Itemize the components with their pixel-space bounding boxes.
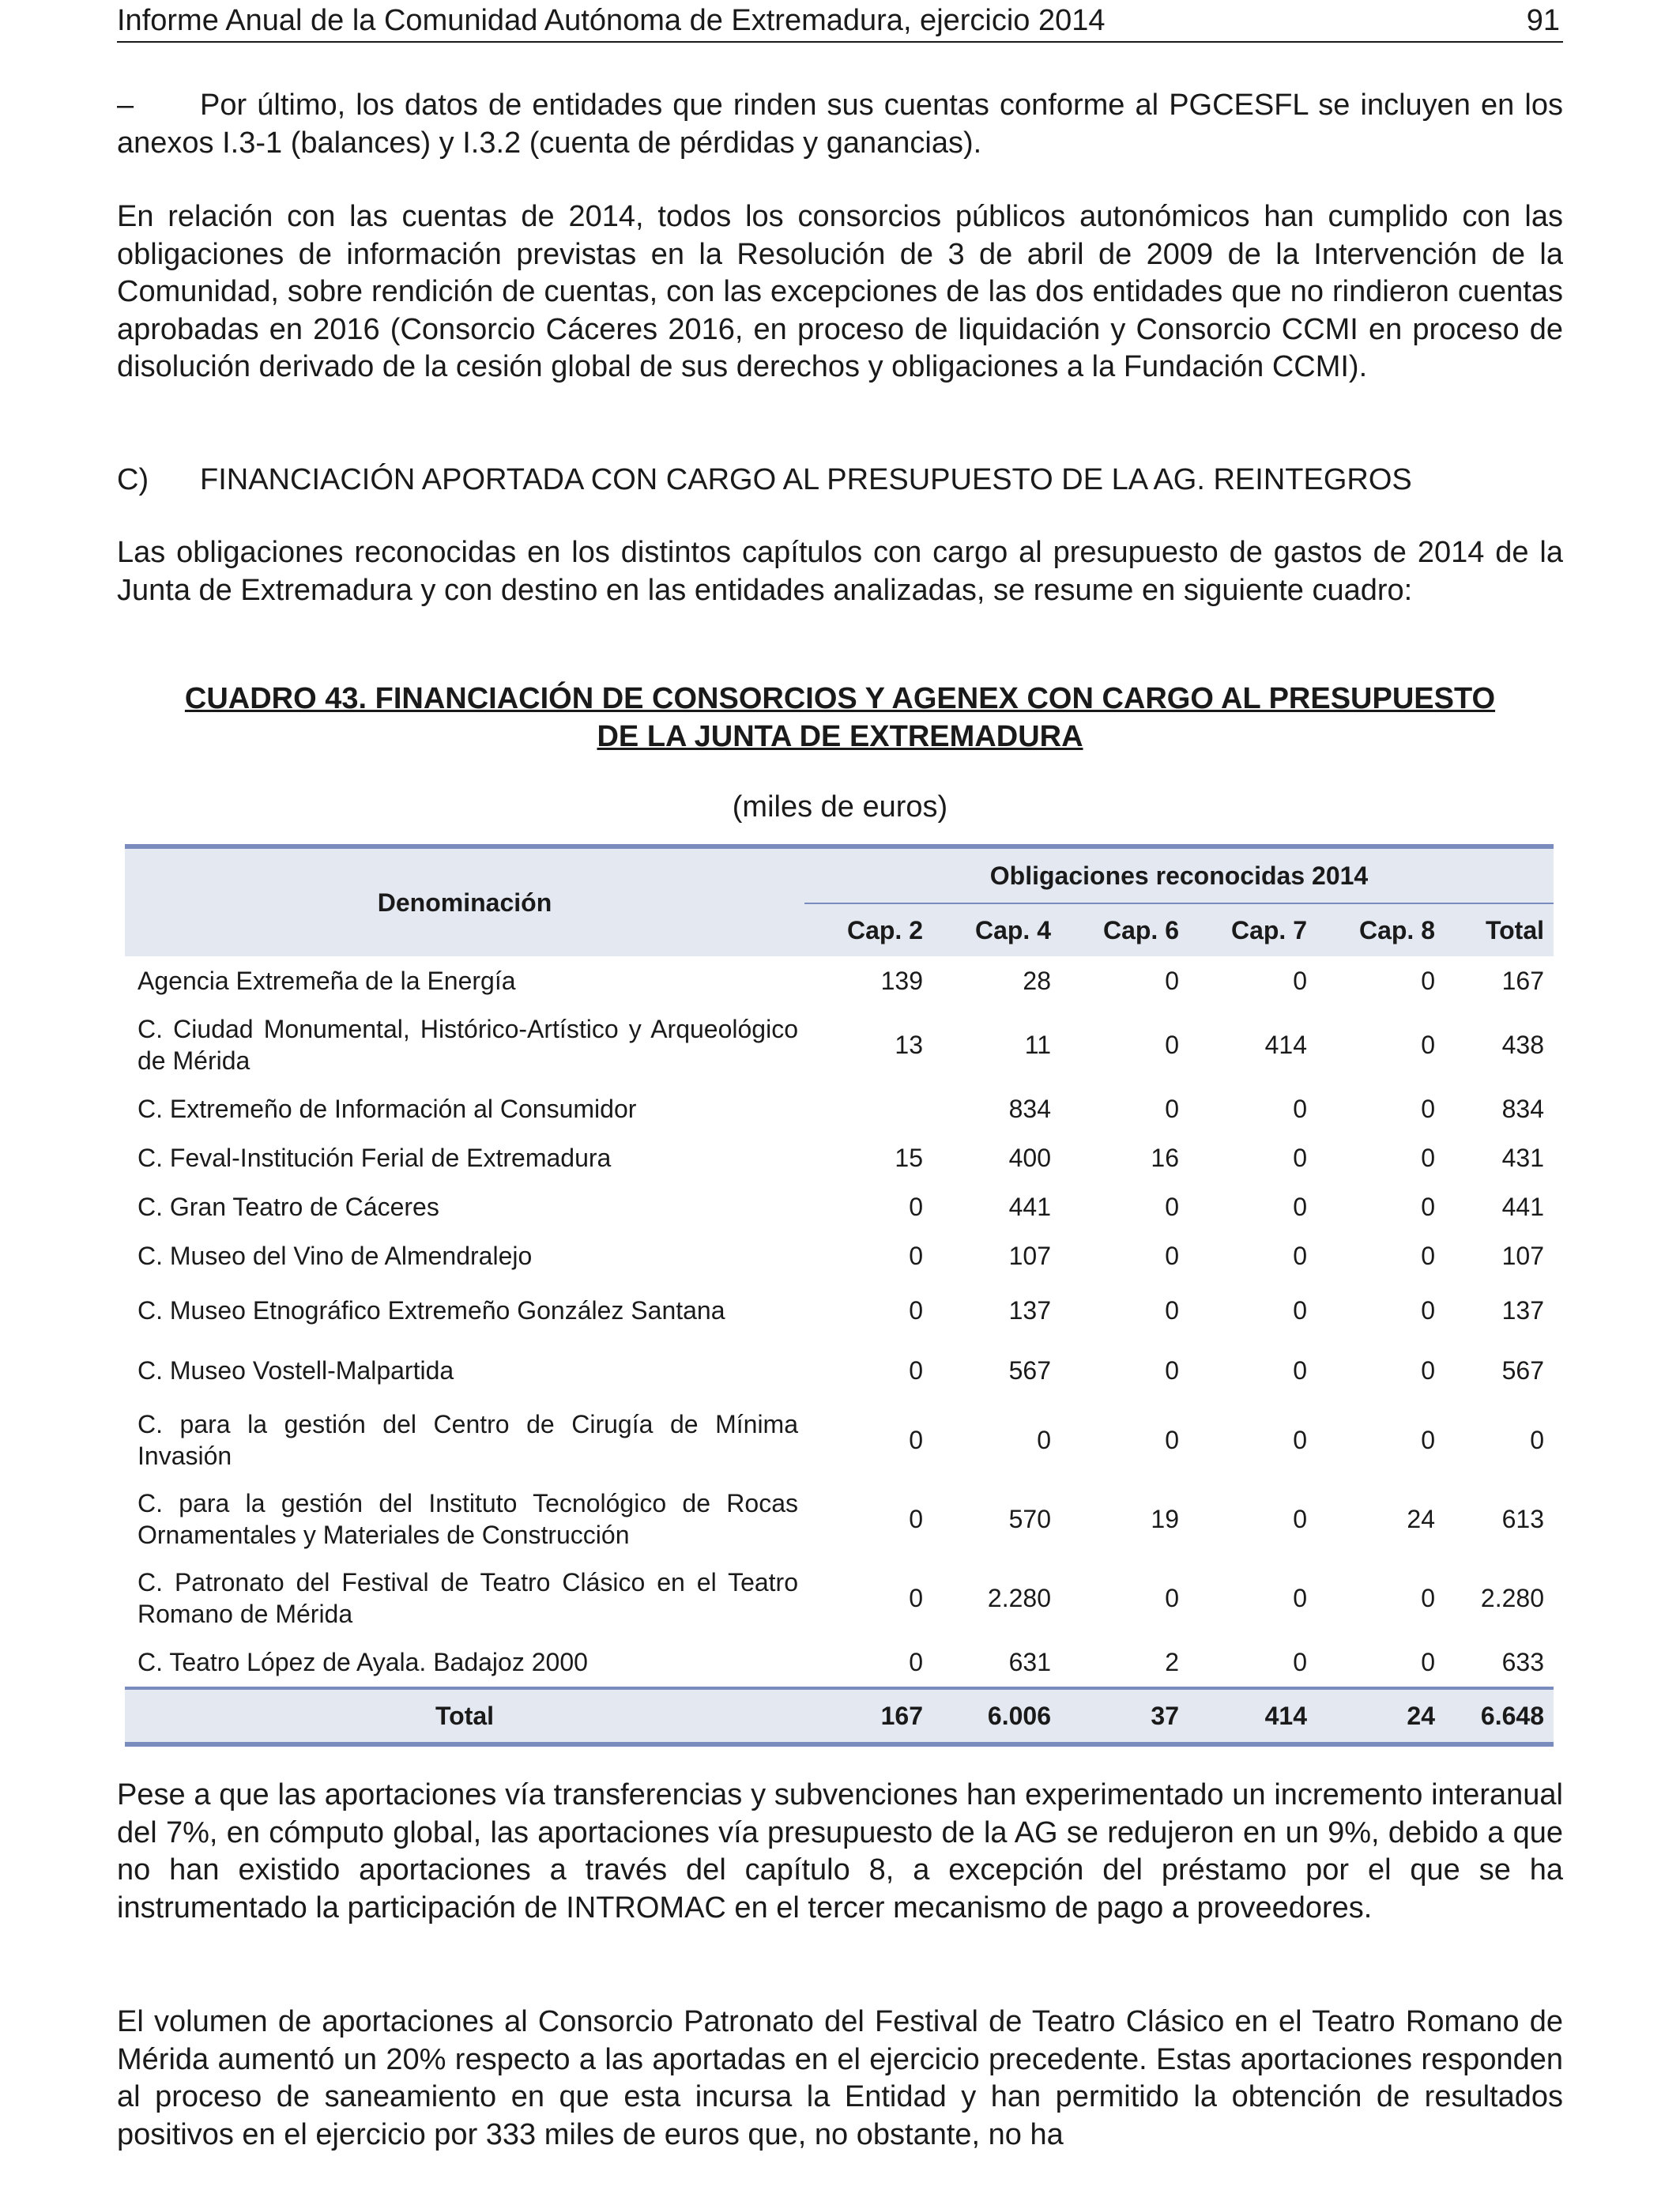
cell-cap6: 2 [1165, 1647, 1179, 1676]
row-name: C. Museo del Vino de Almendralejo [137, 1242, 533, 1270]
cell-cap6: 0 [1165, 1355, 1179, 1385]
table-row [125, 956, 1554, 1005]
row-name: C. Patronato del Festival de Teatro Clásico en el Teatro Romano de Mérida [137, 1568, 798, 1628]
cell-cap7: 0 [1293, 1143, 1307, 1172]
cell-cap4: 137 [1008, 1295, 1051, 1325]
table-title-line1: CUADRO 43. FINANCIACIÓN DE CONSORCIOS Y AGENEX CON CARGO AL PRESUPUESTO [184, 682, 1496, 715]
cell-cap2: 13 [895, 1030, 923, 1059]
list-dash: – [117, 89, 134, 122]
cell-total: 633 [1501, 1647, 1544, 1676]
cell-cap4: 567 [1008, 1355, 1051, 1385]
total-cap8: 24 [1317, 1688, 1445, 1744]
cell-total: 137 [1501, 1295, 1544, 1325]
cell-cap6: 0 [1165, 1241, 1179, 1270]
cell-cap8: 0 [1421, 1295, 1435, 1325]
table-row [125, 1480, 1554, 1559]
section-heading [117, 462, 1412, 499]
total-label: Total [125, 1688, 804, 1744]
total-cap6: 37 [1060, 1688, 1188, 1744]
cell-cap2: 0 [909, 1504, 923, 1533]
cell-cap8: 24 [1407, 1504, 1435, 1533]
table-row [125, 1280, 1554, 1340]
row-name: C. Museo Vostell-Malpartida [137, 1356, 454, 1385]
cell-cap6: 0 [1165, 1094, 1179, 1123]
cell-cap8: 0 [1421, 1094, 1435, 1123]
cell-total: 431 [1501, 1143, 1544, 1172]
cell-cap8: 0 [1421, 1583, 1435, 1612]
cell-cap2: 0 [909, 1583, 923, 1612]
row-name: Agencia Extremeña de la Energía [137, 967, 516, 995]
table-row [125, 1133, 1554, 1182]
table-row [125, 1638, 1554, 1688]
cell-total: 441 [1501, 1192, 1544, 1221]
cell-cap2: 0 [909, 1647, 923, 1676]
row-name: C. Gran Teatro de Cáceres [137, 1193, 439, 1221]
column-header-denominacion: Denominación [125, 846, 804, 956]
table-body [125, 956, 1554, 1744]
cell-cap4: 834 [1008, 1094, 1051, 1123]
cell-cap7: 0 [1293, 1647, 1307, 1676]
cell-cap6: 19 [1151, 1504, 1179, 1533]
total-cap4: 6.006 [932, 1688, 1060, 1744]
cell-cap2: 0 [909, 1295, 923, 1325]
cell-total: 107 [1501, 1241, 1544, 1270]
cell-cap6: 16 [1151, 1143, 1179, 1172]
cell-cap4: 441 [1008, 1192, 1051, 1221]
cell-cap4: 28 [1023, 966, 1051, 995]
cell-cap6: 0 [1165, 1192, 1179, 1221]
cell-cap2: 0 [909, 1425, 923, 1454]
paragraph-obligations: Las obligaciones reconocidas en los distintos capítulos con cargo al presupuesto de gastos de 2014 de la Junta de Extremadura y con destino en las entidades analizadas, se resume en siguiente cuadro: [117, 536, 1563, 607]
table-row [125, 1005, 1554, 1084]
column-header-total: Total [1445, 903, 1554, 956]
table-unit: (miles de euros) [732, 790, 948, 824]
row-name: C. Museo Etnográfico Extremeño González Santana [137, 1296, 725, 1325]
cell-cap2 [804, 1084, 932, 1133]
cell-cap6: 0 [1165, 966, 1179, 995]
cell-total: 167 [1501, 966, 1544, 995]
row-name: C. Extremeño de Información al Consumidor [137, 1095, 637, 1123]
section-label: C) [117, 463, 149, 496]
cell-cap2: 0 [909, 1241, 923, 1270]
cell-cap7: 0 [1293, 1425, 1307, 1454]
cell-total: 613 [1501, 1504, 1544, 1533]
row-name: C. para la gestión del Instituto Tecnológico de Rocas Ornamentales y Materiales de Construcción [137, 1489, 798, 1549]
row-name: C. para la gestión del Centro de Cirugía de Mínima Invasión [137, 1410, 798, 1470]
cell-total: 834 [1501, 1094, 1544, 1123]
cell-cap7: 0 [1293, 966, 1307, 995]
table-row [125, 1084, 1554, 1133]
cell-cap4: 570 [1008, 1504, 1051, 1533]
total-cap7: 414 [1188, 1688, 1317, 1744]
table-row [125, 1231, 1554, 1280]
cell-cap8: 0 [1421, 1647, 1435, 1676]
cell-cap6: 0 [1165, 1295, 1179, 1325]
cell-cap8: 0 [1421, 1143, 1435, 1172]
cell-cap4: 107 [1008, 1241, 1051, 1270]
paragraph-annexes-text: Por último, los datos de entidades que rinden sus cuentas conforme al PGCESFL se incluyen en los anexos I.3-1 (balances) y I.3.2 (cuenta de pérdidas y ganancias). [117, 89, 1563, 160]
column-header-cap6: Cap. 6 [1060, 903, 1188, 956]
table-total-row [125, 1688, 1554, 1744]
cell-cap4: 631 [1008, 1647, 1051, 1676]
cell-cap4: 0 [1037, 1425, 1051, 1454]
table-row [125, 1559, 1554, 1638]
cell-cap4: 400 [1008, 1143, 1051, 1172]
cell-cap7: 0 [1293, 1504, 1307, 1533]
cell-total: 567 [1501, 1355, 1544, 1385]
cell-cap2: 15 [895, 1143, 923, 1172]
cell-total: 0 [1530, 1425, 1544, 1454]
row-name: C. Teatro López de Ayala. Badajoz 2000 [137, 1648, 588, 1676]
financing-table [125, 844, 1554, 1747]
cell-cap7: 0 [1293, 1355, 1307, 1385]
cell-cap7: 0 [1293, 1094, 1307, 1123]
total-total: 6.648 [1445, 1688, 1554, 1744]
cell-cap8: 0 [1421, 1192, 1435, 1221]
cell-cap7: 0 [1293, 1583, 1307, 1612]
header-title: Informe Anual de la Comunidad Autónoma de Extremadura, ejercicio 2014 [117, 4, 1106, 37]
column-header-cap8: Cap. 8 [1317, 903, 1445, 956]
cell-cap8: 0 [1421, 1030, 1435, 1059]
paragraph-annexes [117, 87, 1563, 162]
row-name: C. Feval-Institución Ferial de Extremadura [137, 1144, 612, 1172]
table-row [125, 1182, 1554, 1231]
cell-cap4: 2.280 [987, 1583, 1051, 1612]
cell-cap7: 0 [1293, 1241, 1307, 1270]
cell-cap8: 0 [1421, 1425, 1435, 1454]
cell-cap6: 0 [1165, 1425, 1179, 1454]
cell-cap8: 0 [1421, 1241, 1435, 1270]
cell-cap7: 414 [1264, 1030, 1307, 1059]
cell-cap7: 0 [1293, 1295, 1307, 1325]
page-number: 91 [1526, 4, 1560, 37]
cell-cap6: 0 [1165, 1030, 1179, 1059]
cell-total: 2.280 [1480, 1583, 1544, 1612]
cell-cap8: 0 [1421, 966, 1435, 995]
cell-cap4: 11 [1024, 1030, 1051, 1059]
table-row [125, 1400, 1554, 1480]
cell-cap7: 0 [1293, 1192, 1307, 1221]
column-header-cap7: Cap. 7 [1188, 903, 1317, 956]
table-title-line2: DE LA JUNTA DE EXTREMADURA [597, 720, 1083, 753]
row-name: C. Ciudad Monumental, Histórico-Artístico y Arqueológico de Mérida [137, 1015, 798, 1075]
table-row [125, 1340, 1554, 1400]
group-header: Obligaciones reconocidas 2014 [804, 846, 1554, 903]
cell-cap2: 139 [880, 966, 923, 995]
section-title: FINANCIACIÓN APORTADA CON CARGO AL PRESUPUESTO DE LA AG. REINTEGROS [200, 463, 1412, 496]
cell-cap6: 0 [1165, 1583, 1179, 1612]
cell-cap2: 0 [909, 1355, 923, 1385]
column-header-cap2: Cap. 2 [804, 903, 932, 956]
total-cap2: 167 [804, 1688, 932, 1744]
column-header-cap4: Cap. 4 [932, 903, 1060, 956]
paragraph-patronato: El volumen de aportaciones al Consorcio Patronato del Festival de Teatro Clásico en el Teatro Romano de Mérida aumentó un 20% respecto a las aportadas en el ejercicio precedente. Estas aportaciones responden al proceso de saneamiento en que esta incursa la Entidad y han permitido la obtención de resultados positivos en el ejercicio por 333 miles de euros que, no obstante, no ha [117, 2005, 1563, 2151]
page-header [117, 0, 1563, 43]
cell-cap8: 0 [1421, 1355, 1435, 1385]
paragraph-contributions: Pese a que las aportaciones vía transferencias y subvenciones han experimentado un incremento interanual del 7%, en cómputo global, las aportaciones vía presupuesto de la AG se redujeron en un 9%, debido a que no han existido aportaciones a través del capítulo 8, a excepción del préstamo por el que se ha instrumentado la participación de INTROMAC en el tercer mecanismo de pago a proveedores. [117, 1778, 1563, 1924]
paragraph-accounts: En relación con las cuentas de 2014, todos los consorcios públicos autonómicos han cumplido con las obligaciones de información previstas en la Resolución de 3 de abril de 2009 de la Intervención de la Comunidad, sobre rendición de cuentas, con las excepciones de las dos entidades que no rindieron cuentas aprobadas en 2016 (Consorcio Cáceres 2016, en proceso de liquidación y Consorcio CCMI en proceso de disolución derivado de la cesión global de sus derechos y obligaciones a la Fundación CCMI). [117, 200, 1563, 383]
cell-total: 438 [1501, 1030, 1544, 1059]
cell-cap2: 0 [909, 1192, 923, 1221]
